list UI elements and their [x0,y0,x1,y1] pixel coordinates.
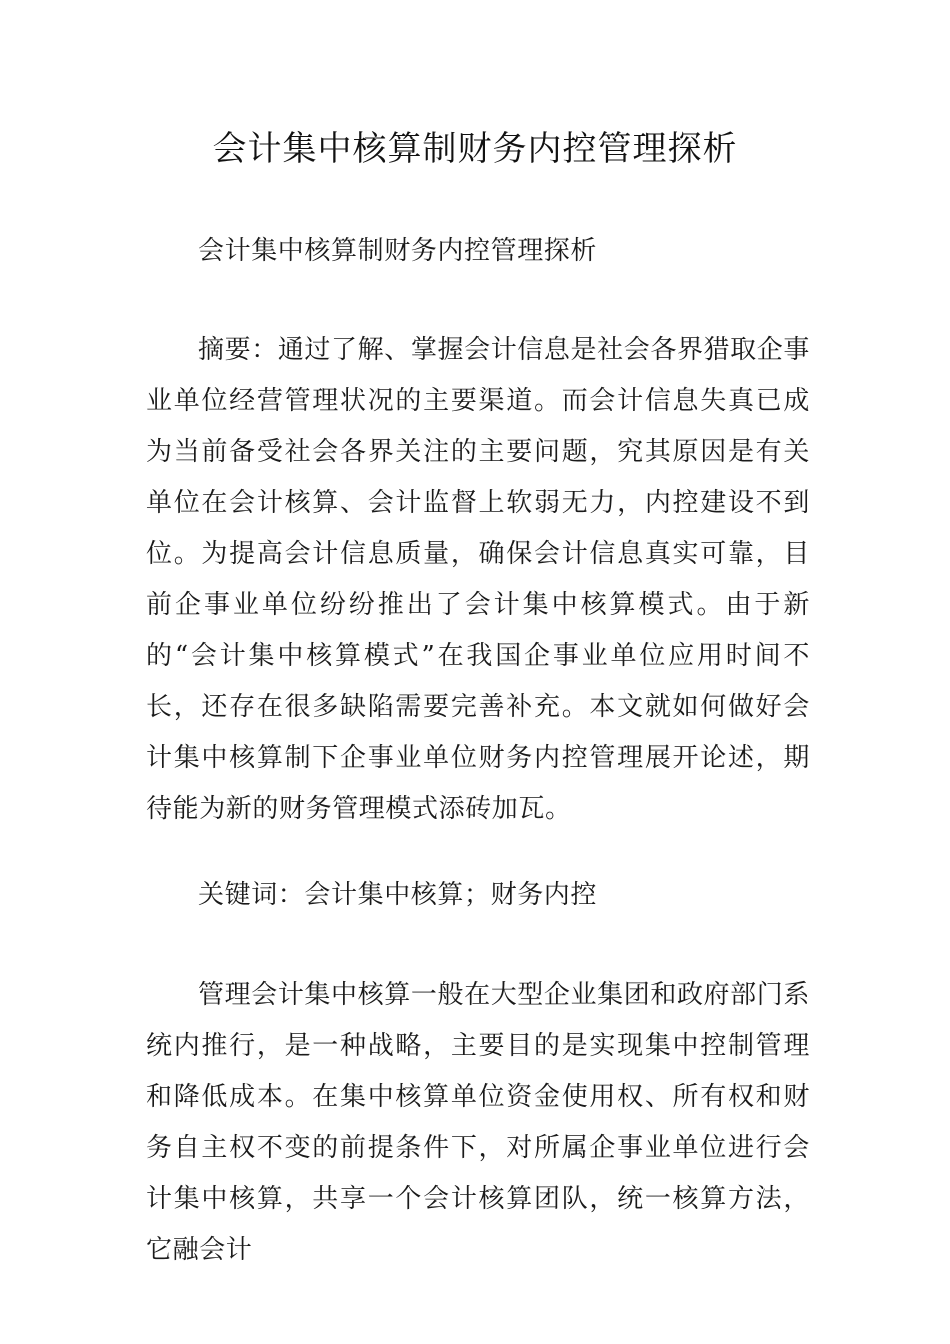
document-title: 会计集中核算制财务内控管理探析 [212,129,738,169]
document-subtitle: 会计集中核算制财务内控管理探析 [198,236,598,266]
abstract-paragraph: 摘要：通过了解、掌握会计信息是社会各界猎取企事业单位经营管理状况的主要渠道。而会计信息失真已成为当前备受社会各界关注的主要问题，究其原因是有关单位在会计核算、会计监督上软弱无力，内控建设不到位。为提高会计信息质量，确保会计信息真实可靠，目前企事业单位纷纷推出了会计集中核算模式。由于新的“会计集中核算模式”在我国企事业单位应用时间不长，还存在很多缺陷需要完善补充。本文就如何做好会计集中核算制下企事业单位财务内控管理展开论述，期待能为新的财务管理模式添砖加瓦。 [146,335,810,824]
keywords-line: 关键词：会计集中核算；财务内控 [198,880,598,910]
intro-paragraph: 管理会计集中核算一般在大型企业集团和政府部门系统内推行，是一种战略，主要目的是实现集中控制管理和降低成本。在集中核算单位资金使用权、所有权和财务自主权不变的前提条件下，对所属企事业单位进行会计集中核算，共享一个会计核算团队，统一核算方法，它融会计 [146,980,810,1265]
